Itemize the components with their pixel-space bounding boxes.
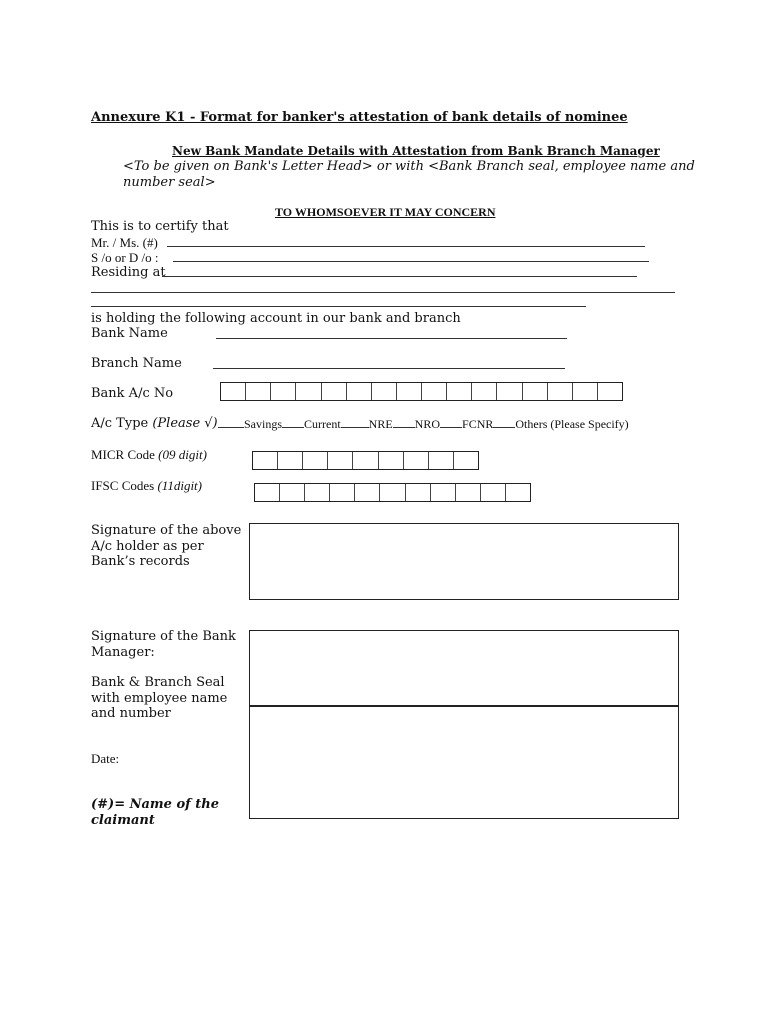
ifsc-char-box[interactable] — [380, 484, 405, 501]
micr-digit-box[interactable] — [404, 452, 429, 469]
sig-holder-line-1: Signature of the above — [91, 523, 242, 538]
account-no-digit-box[interactable] — [548, 383, 573, 400]
ifsc-char-box[interactable] — [456, 484, 481, 501]
sig-manager-label — [91, 629, 236, 660]
tick-line[interactable] — [440, 416, 462, 428]
account-no-digit-box[interactable] — [472, 383, 497, 400]
form-subtitle: New Bank Mandate Details with Attestation from Bank Branch Manager — [172, 144, 660, 158]
manager-signature-box[interactable] — [249, 630, 679, 707]
sig-holder-label — [91, 523, 241, 570]
ifsc-char-box[interactable] — [280, 484, 305, 501]
account-no-digit-box[interactable] — [523, 383, 548, 400]
branch-name-label: Branch Name — [91, 356, 182, 371]
ac-type-option[interactable] — [393, 417, 440, 431]
micr-digit-box[interactable] — [303, 452, 328, 469]
ac-type-hint: (Please √) — [152, 416, 218, 431]
account-no-digit-box[interactable] — [372, 383, 397, 400]
ac-type-option-label: Savings — [244, 417, 283, 431]
ac-type-option-label: FCNR — [462, 417, 494, 431]
account-no-digit-box[interactable] — [598, 383, 622, 400]
ifsc-char-box[interactable] — [506, 484, 530, 501]
ac-type-option[interactable] — [282, 417, 341, 431]
mr-ms-label: Mr. / Ms. (#) — [91, 235, 158, 250]
sig-holder-line-2: A/c holder as per — [91, 538, 204, 554]
ac-type-options — [218, 416, 629, 432]
account-no-digit-box[interactable] — [221, 383, 246, 400]
bank-name-label: Bank Name — [91, 326, 168, 341]
micr-digit-box[interactable] — [278, 452, 303, 469]
account-no-digit-box[interactable] — [573, 383, 598, 400]
branch-name-field[interactable] — [213, 368, 565, 369]
ac-type-option-label: NRE — [368, 417, 393, 431]
parent-name-field[interactable] — [173, 261, 649, 262]
tick-line[interactable] — [218, 416, 244, 428]
micr-digit-box[interactable] — [379, 452, 404, 469]
address-field-1[interactable] — [162, 276, 637, 277]
account-no-digit-box[interactable] — [347, 383, 372, 400]
holding-text: is holding the following account in our bank and branch — [91, 311, 461, 326]
address-field-2[interactable] — [91, 292, 675, 293]
ac-type-option-label: NRO — [414, 417, 441, 431]
residing-label: Residing at — [91, 265, 166, 280]
sig-manager-line-2: Manager: — [91, 644, 155, 660]
address-field-3[interactable] — [91, 306, 586, 307]
micr-hint: (09 digit) — [158, 447, 207, 462]
sig-manager-line-1: Signature of the Bank — [91, 629, 236, 644]
ifsc-char-box[interactable] — [406, 484, 431, 501]
account-no-digit-box[interactable] — [447, 383, 472, 400]
seal-label — [91, 675, 227, 722]
instruction-line-1: <To be given on Bank's Letter Head> or with <Bank Branch seal, employee name and — [123, 159, 695, 174]
certify-text: This is to certify that — [91, 219, 229, 234]
holder-signature-box[interactable] — [249, 523, 679, 600]
tick-line[interactable] — [282, 416, 304, 428]
micr-row — [91, 447, 207, 462]
footnote-line-2: claimant — [91, 812, 155, 828]
ifsc-char-box[interactable] — [255, 484, 280, 501]
seal-line-1: Bank & Branch Seal — [91, 675, 225, 690]
micr-boxes[interactable] — [252, 451, 479, 470]
ac-type-option[interactable] — [341, 417, 393, 431]
ac-type-label: A/c Type — [91, 416, 149, 431]
account-no-digit-box[interactable] — [246, 383, 271, 400]
micr-digit-box[interactable] — [253, 452, 278, 469]
date-label: Date: — [91, 751, 120, 766]
ifsc-label: IFSC Codes — [91, 478, 155, 493]
tick-line[interactable] — [393, 416, 415, 428]
account-no-digit-box[interactable] — [497, 383, 522, 400]
account-no-digit-box[interactable] — [397, 383, 422, 400]
micr-digit-box[interactable] — [353, 452, 378, 469]
concern-heading: TO WHOMSOEVER IT MAY CONCERN — [275, 205, 496, 219]
account-no-digit-box[interactable] — [271, 383, 296, 400]
footnote-line-1: (#)= Name of the — [91, 797, 219, 812]
annex-title: Annexure K1 - Format for banker's attestation of bank details of nominee — [91, 110, 628, 125]
bank-name-field[interactable] — [216, 338, 567, 339]
so-do-label: S /o or D /o : — [91, 250, 159, 265]
ac-type-row — [91, 416, 218, 431]
sig-holder-line-3: Bank’s records — [91, 554, 190, 569]
ifsc-char-box[interactable] — [330, 484, 355, 501]
seal-line-3: and number — [91, 706, 171, 721]
tick-line[interactable] — [493, 416, 515, 428]
micr-digit-box[interactable] — [429, 452, 454, 469]
account-no-digit-box[interactable] — [322, 383, 347, 400]
account-no-digit-box[interactable] — [422, 383, 447, 400]
seal-line-2: with employee name — [91, 690, 228, 706]
account-no-boxes[interactable] — [220, 382, 623, 401]
seal-box[interactable] — [249, 705, 679, 819]
micr-label: MICR Code — [91, 447, 155, 462]
ifsc-char-box[interactable] — [481, 484, 506, 501]
footnote — [91, 797, 219, 828]
ifsc-row — [91, 478, 202, 493]
ac-type-option[interactable] — [440, 417, 493, 431]
ifsc-char-box[interactable] — [355, 484, 380, 501]
claimant-name-field[interactable] — [167, 246, 645, 247]
ac-type-option-label: Current — [304, 417, 341, 431]
tick-line[interactable] — [341, 416, 369, 428]
ifsc-boxes[interactable] — [254, 483, 531, 502]
ifsc-char-box[interactable] — [305, 484, 330, 501]
ifsc-hint: (11digit) — [157, 478, 202, 493]
account-no-label: Bank A/c No — [91, 386, 174, 401]
micr-digit-box[interactable] — [454, 452, 478, 469]
ac-type-option[interactable] — [218, 417, 282, 431]
micr-digit-box[interactable] — [328, 452, 353, 469]
instruction-line-2: number seal> — [123, 175, 216, 190]
ifsc-char-box[interactable] — [431, 484, 456, 501]
account-no-digit-box[interactable] — [296, 383, 321, 400]
ac-type-option-label: Others (Please Specify) — [515, 417, 629, 431]
ac-type-option[interactable] — [493, 417, 628, 431]
